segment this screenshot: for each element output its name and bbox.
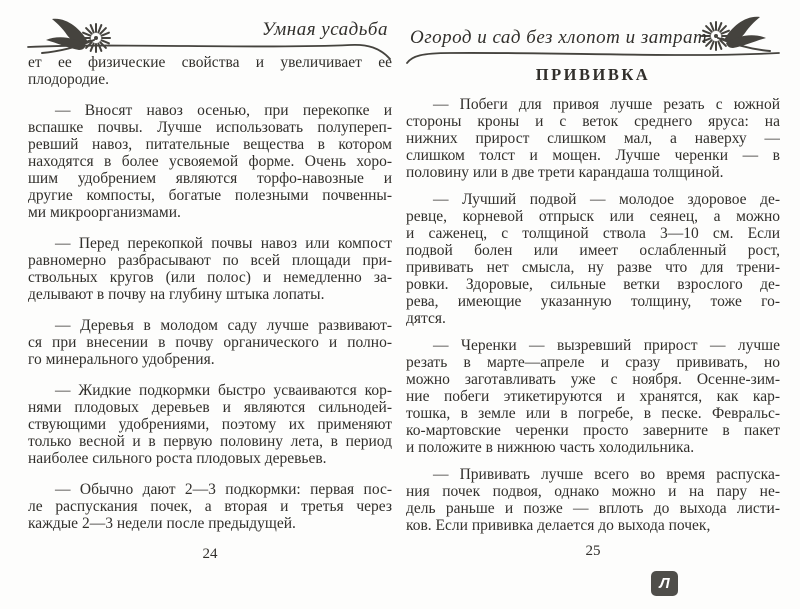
text-line: ле распускания почек, а вторая и третья через [28, 498, 392, 515]
text-line: — Черенки — вызревший прирост — лучше [433, 337, 780, 354]
paragraph [28, 54, 392, 88]
text-line: — Прививать лучше всего во время распуска- [433, 466, 780, 483]
text-line: подвой болен или имеет ослабленный рост, [406, 242, 780, 259]
text-line: резать в марте—апреле и сразу прививать, но [406, 354, 780, 371]
paragraph [406, 191, 780, 327]
text-line: ние побеги этикетируются и хранятся, как кар- [406, 388, 780, 405]
text-line: прививать нет смысла, ну разве что для трени- [406, 259, 780, 276]
text-line: наиболее сильного роста плодовых деревьев. [28, 450, 327, 467]
page-number-right: 25 [585, 543, 601, 559]
text-line: ет ее физические свойства и увеличивает ее [28, 54, 392, 71]
text-line: дятся. [406, 310, 446, 327]
text-line: тошка, в земле или в погребе, в песке. Февральс- [406, 405, 780, 422]
text-line: ко-мартовские черенки просто заверните в пакет [406, 422, 780, 439]
text-line: ся при внесении в почву органического и полно- [28, 334, 392, 351]
text-line: нижних прирост слишком мал, а наверху — [406, 130, 780, 147]
paragraph [28, 481, 392, 532]
paragraph [28, 102, 392, 221]
page-right [406, 0, 780, 609]
text-line: — Вносят навоз осенью, при перекопке и [55, 102, 392, 119]
text-line: каждые 2—3 недели после предыдущей. [28, 515, 296, 532]
text-line: другие компосты, богатые полезными почвенны- [28, 187, 392, 204]
running-header-left: Умная усадьба [261, 19, 388, 40]
paragraph [406, 466, 780, 534]
text-line: ревце, корневой отпрыск или сеянец, а можно [406, 208, 780, 225]
text-line: и саженец, с толщиной ствола 3—10 см. Если [406, 225, 780, 242]
corner-logo-badge [651, 571, 678, 596]
text-line: половину или в две трети карандаша толщиной. [406, 164, 724, 181]
text-line: го минерального удобрения. [28, 351, 215, 368]
text-line: плодородие. [28, 71, 109, 88]
text-line: можно заготавливать уже с ноября. Осенне-зим- [406, 371, 780, 388]
text-line: ревший навоз, питательные вещества в котором [28, 136, 392, 153]
text-line: ствующими удобрениями, поэтому их применяют [28, 416, 392, 433]
text-line: находятся в более усвояемой форме. Очень хоро- [28, 153, 392, 170]
text-line: — Лучший подвой — молодое здоровое де- [433, 191, 780, 208]
page-left [28, 0, 392, 609]
text-line: — Побеги для привоя лучше резать с южной [433, 96, 780, 113]
text-line: делывают в почву на глубину штыка лопаты. [28, 286, 325, 303]
paragraph [28, 235, 392, 303]
paragraph [406, 337, 780, 456]
text-line: ровки. Здоровые, сильные ветки взрослого де- [406, 276, 780, 293]
text-line: ния почек подвоя, однако можно и на пару не- [406, 483, 780, 500]
paragraph [28, 382, 392, 467]
text-line: — Деревья в молодом саду лучше развивают- [55, 317, 392, 334]
flower-branch-icon [30, 12, 126, 56]
running-header-right: Огород и сад без хлопот и затрат [410, 27, 708, 48]
text-line: рева, имеющие указанную толщину, тоже го- [406, 293, 780, 310]
text-line: вспашке почвы. Лучше использовать полупереп- [28, 119, 392, 136]
text-line: ми микроорганизмами. [28, 204, 181, 221]
text-line: дель раньше и позже — вплоть до выхода листи- [406, 500, 780, 517]
text-line: — Обычно дают 2—3 подкормки: первая пос- [55, 481, 392, 498]
paragraph [406, 96, 780, 181]
text-line: и положите в нижнюю часть холодильника. [406, 439, 695, 456]
text-line: равномерно разбрасывают по всей площади при- [28, 252, 392, 269]
paragraph [28, 317, 392, 368]
section-title: ПРИВИВКА [535, 65, 651, 84]
page-body-left [28, 54, 392, 532]
page-number-left: 24 [202, 546, 218, 562]
text-line: стороны кроны и с веток среднего яруса: на [406, 113, 780, 130]
text-line: только весной и в первую половину лета, в период [28, 433, 392, 450]
text-line: шим удобрением являются торфо-навозные и [28, 170, 392, 187]
text-line: ствольных кругов (или полос) и немедленно за- [28, 269, 392, 286]
text-line: нями плодовых деревьев и являются сильнодей- [28, 399, 392, 416]
corner-logo-letter: Л [659, 575, 670, 592]
text-line: ков. Если прививка делается до выхода почек, [406, 517, 711, 534]
text-line: слишком толст и мощен. Лучше черенки — в [406, 147, 780, 164]
text-line: — Перед перекопкой почвы навоз или компост [55, 235, 392, 252]
page-body-right [406, 96, 780, 534]
text-line: — Жидкие подкормки быстро усваиваются кор- [55, 382, 392, 399]
